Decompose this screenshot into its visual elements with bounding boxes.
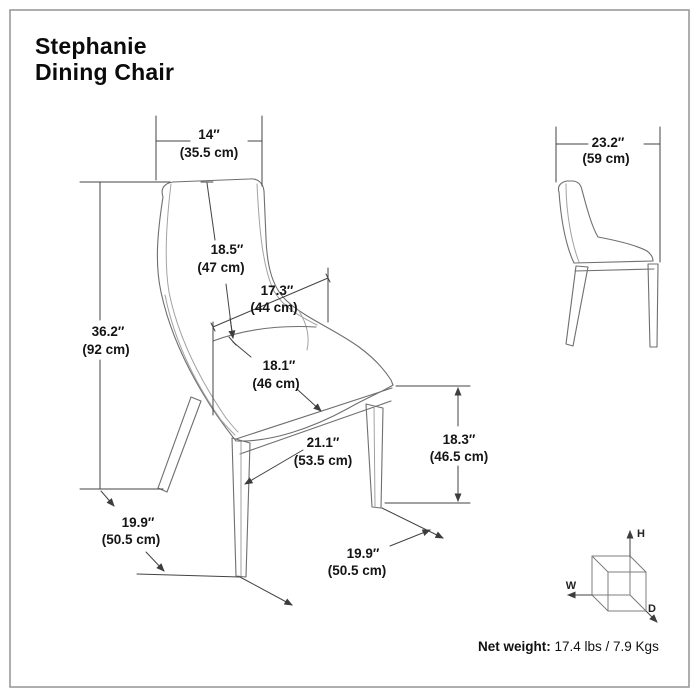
- title-line-2: Dining Chair: [35, 59, 175, 85]
- side-chair-rear-leg: [648, 264, 658, 347]
- chair-rear-left-leg: [158, 397, 201, 492]
- orientation-cube: [566, 528, 657, 622]
- dim-floor-depth-front-in: 19.9″: [346, 546, 380, 561]
- net-weight-value: 17.4 lbs / 7.9 Kgs: [550, 639, 659, 654]
- chair-left-edge: [157, 197, 236, 441]
- side-view-chair-drawing: [556, 127, 660, 347]
- dim-seat-back-width-in: 17.3″: [260, 283, 294, 298]
- chair-backrest-outline: [162, 179, 393, 385]
- cube-depth-edges: [592, 556, 646, 611]
- dim-seat-back-width: [211, 268, 330, 415]
- page-title: [35, 33, 174, 85]
- height-axis-label: H: [637, 528, 645, 540]
- dim-floor-depth-left: [101, 491, 164, 571]
- dim-floor-depth-left-in: 19.9″: [121, 515, 155, 530]
- side-chair-rail: [574, 261, 654, 271]
- dim-side-overall-depth-cm: (59 cm): [582, 151, 630, 166]
- dim-seat-height: [385, 386, 488, 503]
- dim-seat-width: [245, 435, 352, 484]
- dim-floor-depth-front: [328, 530, 430, 578]
- dim-seat-height-cm: (46.5 cm): [429, 449, 489, 464]
- net-weight-label: Net weight:: [478, 639, 551, 654]
- floor-diagonal-right: [382, 508, 443, 538]
- dim-back-top-width-cm: (35.5 cm): [179, 145, 239, 160]
- dim-overall-height-in: 36.2″: [91, 324, 125, 339]
- floor-line-left: [137, 574, 240, 577]
- net-weight-line: [478, 639, 659, 654]
- depth-axis-label: D: [648, 603, 656, 615]
- dim-backrest-height: [197, 182, 244, 338]
- dim-back-top-width-in: 14″: [198, 127, 220, 142]
- side-chair-back-seam: [566, 184, 579, 262]
- chair-seat-back-junction: [213, 327, 316, 341]
- dim-side-overall-depth-in: 23.2″: [591, 135, 625, 150]
- dim-back-top-width: [156, 116, 262, 186]
- dim-seat-depth-cm: (46 cm): [252, 376, 300, 391]
- dim-overall-height: [80, 182, 170, 489]
- chair-left-seam: [166, 184, 238, 432]
- width-axis-label: W: [565, 580, 577, 592]
- dim-backrest-height-cm: (47 cm): [197, 260, 245, 275]
- dim-floor-depth-left-cm: (50.5 cm): [101, 532, 161, 547]
- chair-right-wing-fold: [299, 311, 308, 350]
- floor-diagonal-front: [240, 577, 292, 605]
- dim-seat-height-in: 18.3″: [442, 432, 476, 447]
- side-chair-front-leg: [566, 266, 588, 346]
- dim-overall-height-cm: (92 cm): [82, 342, 130, 357]
- dim-seat-width-cm: (53.5 cm): [293, 453, 353, 468]
- title-line-1: Stephanie: [35, 33, 147, 59]
- dim-seat-depth-in: 18.1″: [262, 358, 296, 373]
- main-chair-drawing: [137, 179, 443, 605]
- chair-apron-top: [236, 388, 392, 439]
- dim-backrest-height-in: 18.5″: [210, 242, 244, 257]
- side-chair-back-and-seat: [558, 181, 653, 261]
- dimension-annotations: [80, 116, 488, 578]
- chair-rear-right-leg-corner: [374, 406, 375, 507]
- dim-seat-back-width-cm: (44 cm): [250, 300, 298, 315]
- dim-seat-width-in: 21.1″: [306, 435, 340, 450]
- dim-floor-depth-front-cm: (50.5 cm): [327, 563, 387, 578]
